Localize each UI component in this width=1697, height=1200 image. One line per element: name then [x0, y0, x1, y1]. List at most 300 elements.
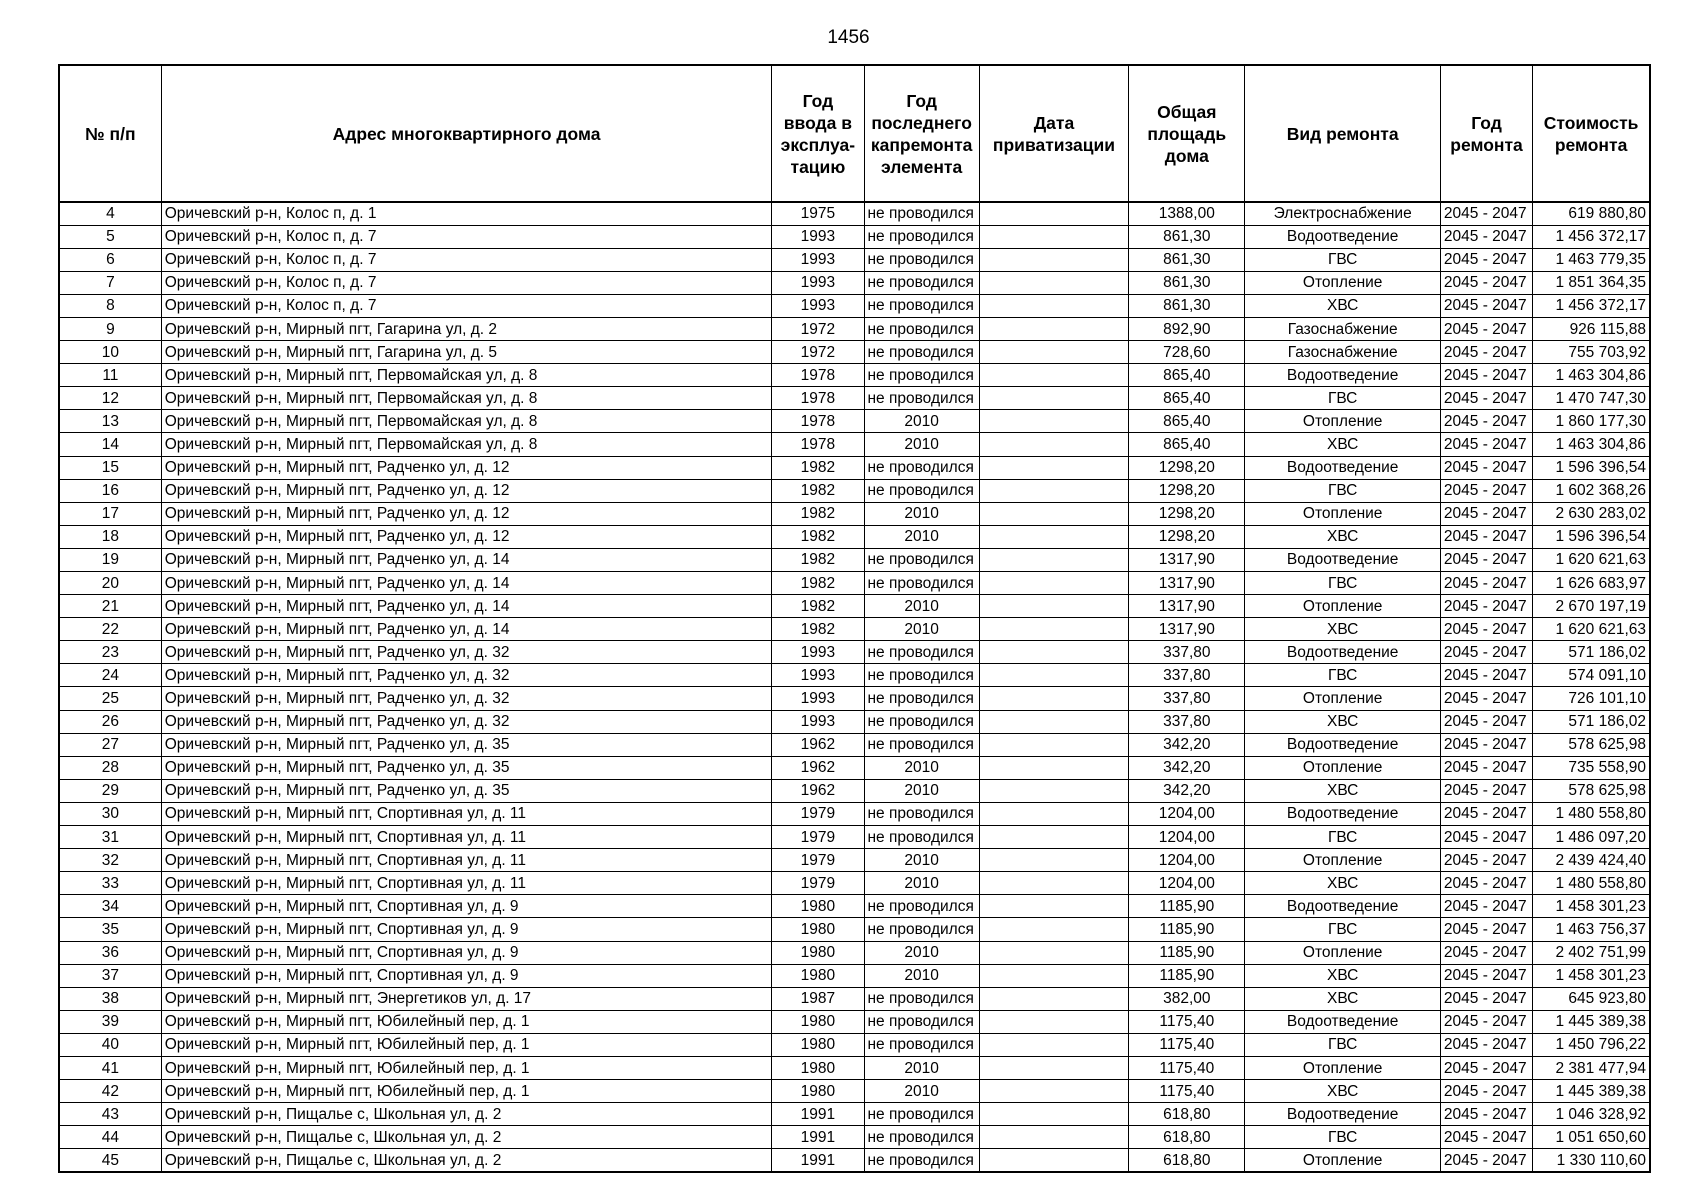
cell-privatization-date: [979, 1033, 1128, 1056]
cell-repair-years: 2045 - 2047: [1440, 641, 1532, 664]
cell-repair-cost: 2 381 477,94: [1533, 1056, 1650, 1079]
table-row: [59, 525, 1650, 548]
cell-repair-type: Отопление: [1245, 941, 1440, 964]
cell-num: 24: [59, 664, 161, 687]
cell-year-last-repair: не проводился: [864, 987, 979, 1010]
cell-repair-years: 2045 - 2047: [1440, 248, 1532, 271]
cell-year-last-repair: не проводился: [864, 248, 979, 271]
cell-repair-cost: 1 480 558,80: [1533, 872, 1650, 895]
cell-total-area: 1175,40: [1129, 1080, 1245, 1103]
cell-repair-cost: 1 596 396,54: [1533, 456, 1650, 479]
cell-repair-cost: 1 626 683,97: [1533, 572, 1650, 595]
table-row: [59, 733, 1650, 756]
cell-repair-years: 2045 - 2047: [1440, 756, 1532, 779]
cell-year-built: 1993: [772, 294, 864, 317]
cell-repair-years: 2045 - 2047: [1440, 294, 1532, 317]
cell-year-built: 1987: [772, 987, 864, 1010]
cell-total-area: 1185,90: [1129, 964, 1245, 987]
table-row: [59, 548, 1650, 571]
cell-year-last-repair: не проводился: [864, 341, 979, 364]
cell-repair-type: Отопление: [1245, 756, 1440, 779]
cell-address: Оричевский р-н, Мирный пгт, Радченко ул, д. 35: [161, 779, 772, 802]
cell-year-built: 1980: [772, 1010, 864, 1033]
cell-address: Оричевский р-н, Мирный пгт, Радченко ул, д. 12: [161, 479, 772, 502]
cell-repair-cost: 1 480 558,80: [1533, 802, 1650, 825]
cell-year-built: 1978: [772, 364, 864, 387]
cell-repair-years: 2045 - 2047: [1440, 1010, 1532, 1033]
cell-num: 29: [59, 779, 161, 802]
cell-repair-type: Водоотведение: [1245, 364, 1440, 387]
cell-total-area: 337,80: [1129, 687, 1245, 710]
cell-year-built: 1993: [772, 687, 864, 710]
repair-registry-table: [58, 64, 1651, 1173]
cell-address: Оричевский р-н, Мирный пгт, Спортивная ул, д. 11: [161, 849, 772, 872]
cell-repair-cost: 645 923,80: [1533, 987, 1650, 1010]
table-row: [59, 895, 1650, 918]
cell-repair-cost: 1 463 304,86: [1533, 364, 1650, 387]
cell-repair-cost: 1 470 747,30: [1533, 387, 1650, 410]
cell-num: 36: [59, 941, 161, 964]
cell-year-last-repair: 2010: [864, 410, 979, 433]
cell-address: Оричевский р-н, Мирный пгт, Спортивная ул, д. 11: [161, 802, 772, 825]
cell-privatization-date: [979, 964, 1128, 987]
cell-privatization-date: [979, 410, 1128, 433]
cell-address: Оричевский р-н, Колос п, д. 7: [161, 271, 772, 294]
cell-repair-cost: 1 456 372,17: [1533, 225, 1650, 248]
cell-repair-years: 2045 - 2047: [1440, 1033, 1532, 1056]
cell-total-area: 1298,20: [1129, 525, 1245, 548]
cell-privatization-date: [979, 1080, 1128, 1103]
cell-repair-years: 2045 - 2047: [1440, 941, 1532, 964]
cell-num: 18: [59, 525, 161, 548]
table-row: [59, 1149, 1650, 1172]
cell-year-built: 1980: [772, 1080, 864, 1103]
cell-repair-cost: 1 445 389,38: [1533, 1010, 1650, 1033]
cell-total-area: 342,20: [1129, 756, 1245, 779]
table-row: [59, 410, 1650, 433]
header-num: № п/п: [59, 65, 161, 202]
cell-num: 9: [59, 317, 161, 340]
cell-repair-cost: 574 091,10: [1533, 664, 1650, 687]
cell-address: Оричевский р-н, Мирный пгт, Радченко ул, д. 12: [161, 456, 772, 479]
cell-address: Оричевский р-н, Мирный пгт, Радченко ул, д. 35: [161, 756, 772, 779]
cell-repair-type: ГВС: [1245, 248, 1440, 271]
cell-year-built: 1993: [772, 271, 864, 294]
cell-privatization-date: [979, 595, 1128, 618]
cell-repair-years: 2045 - 2047: [1440, 479, 1532, 502]
cell-year-built: 1982: [772, 572, 864, 595]
cell-total-area: 892,90: [1129, 317, 1245, 340]
cell-privatization-date: [979, 572, 1128, 595]
table-row: [59, 456, 1650, 479]
cell-year-last-repair: не проводился: [864, 1149, 979, 1172]
cell-repair-type: ХВС: [1245, 987, 1440, 1010]
cell-num: 41: [59, 1056, 161, 1079]
cell-repair-cost: 735 558,90: [1533, 756, 1650, 779]
cell-year-last-repair: не проводился: [864, 364, 979, 387]
cell-num: 38: [59, 987, 161, 1010]
cell-year-last-repair: 2010: [864, 1056, 979, 1079]
cell-repair-type: ГВС: [1245, 479, 1440, 502]
cell-repair-type: Отопление: [1245, 687, 1440, 710]
table-row: [59, 271, 1650, 294]
cell-year-built: 1982: [772, 618, 864, 641]
cell-year-last-repair: не проводился: [864, 387, 979, 410]
header-total-area: Общая площадь дома: [1129, 65, 1245, 202]
cell-total-area: 1185,90: [1129, 895, 1245, 918]
cell-repair-type: ХВС: [1245, 779, 1440, 802]
cell-year-built: 1975: [772, 202, 864, 225]
cell-privatization-date: [979, 525, 1128, 548]
cell-total-area: 1204,00: [1129, 802, 1245, 825]
cell-repair-type: ХВС: [1245, 964, 1440, 987]
cell-privatization-date: [979, 387, 1128, 410]
table-row: [59, 225, 1650, 248]
cell-year-built: 1978: [772, 387, 864, 410]
cell-year-last-repair: 2010: [864, 618, 979, 641]
cell-total-area: 618,80: [1129, 1149, 1245, 1172]
cell-repair-cost: 1 860 177,30: [1533, 410, 1650, 433]
cell-num: 14: [59, 433, 161, 456]
cell-repair-cost: 578 625,98: [1533, 733, 1650, 756]
cell-privatization-date: [979, 756, 1128, 779]
cell-year-last-repair: 2010: [864, 849, 979, 872]
cell-repair-type: Отопление: [1245, 271, 1440, 294]
cell-repair-years: 2045 - 2047: [1440, 1103, 1532, 1126]
cell-repair-cost: 2 402 751,99: [1533, 941, 1650, 964]
cell-privatization-date: [979, 317, 1128, 340]
table-row: [59, 710, 1650, 733]
cell-repair-cost: 578 625,98: [1533, 779, 1650, 802]
cell-year-built: 1980: [772, 964, 864, 987]
cell-total-area: 342,20: [1129, 779, 1245, 802]
cell-privatization-date: [979, 941, 1128, 964]
cell-year-built: 1993: [772, 664, 864, 687]
table-body: [59, 202, 1650, 1172]
cell-repair-type: ГВС: [1245, 918, 1440, 941]
cell-repair-type: ГВС: [1245, 572, 1440, 595]
cell-address: Оричевский р-н, Мирный пгт, Радченко ул, д. 14: [161, 548, 772, 571]
cell-year-built: 1982: [772, 525, 864, 548]
cell-year-last-repair: не проводился: [864, 271, 979, 294]
cell-repair-cost: 619 880,80: [1533, 202, 1650, 225]
cell-repair-years: 2045 - 2047: [1440, 387, 1532, 410]
cell-repair-type: ХВС: [1245, 710, 1440, 733]
cell-year-built: 1993: [772, 641, 864, 664]
cell-total-area: 342,20: [1129, 733, 1245, 756]
cell-repair-type: Электроснабжение: [1245, 202, 1440, 225]
table-row: [59, 572, 1650, 595]
table-row: [59, 502, 1650, 525]
table-row: [59, 1056, 1650, 1079]
cell-repair-cost: 2 630 283,02: [1533, 502, 1650, 525]
cell-repair-years: 2045 - 2047: [1440, 618, 1532, 641]
cell-num: 10: [59, 341, 161, 364]
cell-num: 43: [59, 1103, 161, 1126]
cell-num: 26: [59, 710, 161, 733]
cell-repair-type: Отопление: [1245, 502, 1440, 525]
cell-total-area: 1185,90: [1129, 918, 1245, 941]
cell-total-area: 618,80: [1129, 1126, 1245, 1149]
cell-repair-cost: 726 101,10: [1533, 687, 1650, 710]
cell-year-built: 1991: [772, 1103, 864, 1126]
cell-year-last-repair: не проводился: [864, 1033, 979, 1056]
cell-repair-type: ХВС: [1245, 1080, 1440, 1103]
table-row: [59, 387, 1650, 410]
cell-privatization-date: [979, 364, 1128, 387]
cell-year-built: 1962: [772, 779, 864, 802]
cell-address: Оричевский р-н, Мирный пгт, Энергетиков ул, д. 17: [161, 987, 772, 1010]
cell-year-last-repair: не проводился: [864, 479, 979, 502]
table-row: [59, 964, 1650, 987]
table-row: [59, 987, 1650, 1010]
cell-year-built: 1979: [772, 872, 864, 895]
cell-repair-type: Отопление: [1245, 1149, 1440, 1172]
cell-repair-type: ХВС: [1245, 294, 1440, 317]
cell-repair-cost: 1 463 779,35: [1533, 248, 1650, 271]
cell-repair-years: 2045 - 2047: [1440, 410, 1532, 433]
cell-privatization-date: [979, 641, 1128, 664]
cell-repair-years: 2045 - 2047: [1440, 710, 1532, 733]
cell-year-built: 1962: [772, 733, 864, 756]
cell-year-last-repair: 2010: [864, 1080, 979, 1103]
cell-total-area: 1185,90: [1129, 941, 1245, 964]
cell-year-last-repair: не проводился: [864, 317, 979, 340]
cell-privatization-date: [979, 618, 1128, 641]
cell-num: 25: [59, 687, 161, 710]
cell-repair-years: 2045 - 2047: [1440, 225, 1532, 248]
cell-repair-type: ГВС: [1245, 826, 1440, 849]
cell-year-built: 1979: [772, 802, 864, 825]
cell-privatization-date: [979, 687, 1128, 710]
cell-total-area: 861,30: [1129, 248, 1245, 271]
table-row: [59, 664, 1650, 687]
cell-repair-years: 2045 - 2047: [1440, 1126, 1532, 1149]
table-row: [59, 479, 1650, 502]
table-row: [59, 687, 1650, 710]
cell-repair-cost: 1 458 301,23: [1533, 964, 1650, 987]
cell-repair-type: ХВС: [1245, 618, 1440, 641]
cell-address: Оричевский р-н, Мирный пгт, Юбилейный пер, д. 1: [161, 1056, 772, 1079]
cell-repair-type: ГВС: [1245, 1033, 1440, 1056]
cell-year-last-repair: не проводился: [864, 895, 979, 918]
cell-num: 17: [59, 502, 161, 525]
cell-year-last-repair: не проводился: [864, 548, 979, 571]
cell-privatization-date: [979, 248, 1128, 271]
cell-address: Оричевский р-н, Мирный пгт, Радченко ул, д. 14: [161, 595, 772, 618]
table-row: [59, 595, 1650, 618]
cell-repair-years: 2045 - 2047: [1440, 964, 1532, 987]
cell-year-built: 1980: [772, 941, 864, 964]
cell-repair-type: Отопление: [1245, 849, 1440, 872]
cell-address: Оричевский р-н, Мирный пгт, Спортивная ул, д. 11: [161, 826, 772, 849]
cell-total-area: 382,00: [1129, 987, 1245, 1010]
cell-repair-cost: 1 450 796,22: [1533, 1033, 1650, 1056]
cell-year-last-repair: 2010: [864, 433, 979, 456]
cell-year-built: 1972: [772, 341, 864, 364]
cell-year-built: 1978: [772, 410, 864, 433]
cell-repair-cost: 1 463 756,37: [1533, 918, 1650, 941]
cell-year-last-repair: не проводился: [864, 1126, 979, 1149]
cell-num: 6: [59, 248, 161, 271]
cell-year-last-repair: не проводился: [864, 687, 979, 710]
header-repair-cost: Стоимость ремонта: [1533, 65, 1650, 202]
cell-repair-cost: 571 186,02: [1533, 641, 1650, 664]
page-number: 1456: [827, 27, 870, 48]
cell-total-area: 337,80: [1129, 641, 1245, 664]
cell-repair-type: Водоотведение: [1245, 548, 1440, 571]
table-row: [59, 826, 1650, 849]
cell-num: 13: [59, 410, 161, 433]
table-row: [59, 1103, 1650, 1126]
cell-year-built: 1979: [772, 826, 864, 849]
cell-address: Оричевский р-н, Мирный пгт, Радченко ул, д. 14: [161, 572, 772, 595]
table-row: [59, 317, 1650, 340]
table-row: [59, 1126, 1650, 1149]
cell-privatization-date: [979, 895, 1128, 918]
cell-repair-type: Водоотведение: [1245, 225, 1440, 248]
cell-address: Оричевский р-н, Мирный пгт, Радченко ул, д. 12: [161, 502, 772, 525]
cell-repair-type: Водоотведение: [1245, 641, 1440, 664]
cell-year-last-repair: 2010: [864, 872, 979, 895]
cell-privatization-date: [979, 1126, 1128, 1149]
cell-num: 4: [59, 202, 161, 225]
table-row: [59, 849, 1650, 872]
cell-year-built: 1979: [772, 849, 864, 872]
cell-year-last-repair: 2010: [864, 779, 979, 802]
cell-repair-years: 2045 - 2047: [1440, 687, 1532, 710]
cell-total-area: 618,80: [1129, 1103, 1245, 1126]
cell-address: Оричевский р-н, Пищалье с, Школьная ул, д. 2: [161, 1126, 772, 1149]
cell-repair-type: Водоотведение: [1245, 1010, 1440, 1033]
cell-num: 22: [59, 618, 161, 641]
cell-repair-cost: 1 456 372,17: [1533, 294, 1650, 317]
cell-address: Оричевский р-н, Колос п, д. 7: [161, 294, 772, 317]
cell-year-last-repair: 2010: [864, 595, 979, 618]
cell-year-built: 1993: [772, 225, 864, 248]
cell-repair-cost: 1 046 328,92: [1533, 1103, 1650, 1126]
cell-total-area: 865,40: [1129, 387, 1245, 410]
cell-repair-cost: 1 051 650,60: [1533, 1126, 1650, 1149]
cell-address: Оричевский р-н, Колос п, д. 7: [161, 248, 772, 271]
cell-year-last-repair: не проводился: [864, 1010, 979, 1033]
cell-repair-years: 2045 - 2047: [1440, 595, 1532, 618]
cell-total-area: 865,40: [1129, 364, 1245, 387]
cell-repair-cost: 1 620 621,63: [1533, 618, 1650, 641]
cell-year-built: 1978: [772, 433, 864, 456]
cell-total-area: 1204,00: [1129, 872, 1245, 895]
cell-repair-cost: 1 330 110,60: [1533, 1149, 1650, 1172]
cell-repair-cost: 1 486 097,20: [1533, 826, 1650, 849]
cell-repair-years: 2045 - 2047: [1440, 1056, 1532, 1079]
cell-num: 37: [59, 964, 161, 987]
cell-num: 12: [59, 387, 161, 410]
table-row: [59, 202, 1650, 225]
cell-total-area: 1204,00: [1129, 849, 1245, 872]
cell-address: Оричевский р-н, Мирный пгт, Юбилейный пер, д. 1: [161, 1080, 772, 1103]
cell-repair-cost: 2 439 424,40: [1533, 849, 1650, 872]
header-repair-year: Год ремонта: [1440, 65, 1532, 202]
table-row: [59, 364, 1650, 387]
cell-repair-years: 2045 - 2047: [1440, 572, 1532, 595]
cell-repair-cost: 1 851 364,35: [1533, 271, 1650, 294]
cell-repair-cost: 755 703,92: [1533, 341, 1650, 364]
cell-total-area: 861,30: [1129, 271, 1245, 294]
cell-year-built: 1980: [772, 895, 864, 918]
cell-repair-cost: 1 458 301,23: [1533, 895, 1650, 918]
table-row: [59, 341, 1650, 364]
cell-address: Оричевский р-н, Пищалье с, Школьная ул, д. 2: [161, 1103, 772, 1126]
cell-repair-years: 2045 - 2047: [1440, 802, 1532, 825]
table-header-row: [59, 65, 1650, 202]
cell-total-area: 1175,40: [1129, 1010, 1245, 1033]
cell-repair-type: Водоотведение: [1245, 1103, 1440, 1126]
cell-year-built: 1982: [772, 479, 864, 502]
cell-year-last-repair: не проводился: [864, 710, 979, 733]
cell-num: 23: [59, 641, 161, 664]
cell-year-last-repair: не проводился: [864, 664, 979, 687]
cell-repair-years: 2045 - 2047: [1440, 918, 1532, 941]
table-row: [59, 802, 1650, 825]
cell-privatization-date: [979, 1103, 1128, 1126]
cell-repair-type: ГВС: [1245, 387, 1440, 410]
cell-repair-type: ХВС: [1245, 525, 1440, 548]
cell-repair-type: Отопление: [1245, 595, 1440, 618]
cell-privatization-date: [979, 802, 1128, 825]
cell-total-area: 1298,20: [1129, 456, 1245, 479]
cell-year-built: 1980: [772, 918, 864, 941]
cell-repair-cost: 926 115,88: [1533, 317, 1650, 340]
cell-privatization-date: [979, 502, 1128, 525]
cell-address: Оричевский р-н, Мирный пгт, Радченко ул, д. 12: [161, 525, 772, 548]
cell-address: Оричевский р-н, Колос п, д. 7: [161, 225, 772, 248]
cell-address: Оричевский р-н, Мирный пгт, Первомайская ул, д. 8: [161, 410, 772, 433]
cell-repair-cost: 1 445 389,38: [1533, 1080, 1650, 1103]
cell-year-last-repair: не проводился: [864, 456, 979, 479]
table-row: [59, 433, 1650, 456]
cell-privatization-date: [979, 1056, 1128, 1079]
cell-total-area: 1388,00: [1129, 202, 1245, 225]
cell-address: Оричевский р-н, Мирный пгт, Радченко ул, д. 35: [161, 733, 772, 756]
cell-total-area: 1175,40: [1129, 1033, 1245, 1056]
cell-address: Оричевский р-н, Мирный пгт, Радченко ул, д. 14: [161, 618, 772, 641]
cell-repair-type: Водоотведение: [1245, 733, 1440, 756]
cell-repair-cost: 571 186,02: [1533, 710, 1650, 733]
cell-total-area: 337,80: [1129, 710, 1245, 733]
table-row: [59, 872, 1650, 895]
cell-year-last-repair: не проводился: [864, 572, 979, 595]
cell-num: 44: [59, 1126, 161, 1149]
cell-address: Оричевский р-н, Мирный пгт, Радченко ул, д. 32: [161, 641, 772, 664]
cell-repair-type: Газоснабжение: [1245, 341, 1440, 364]
cell-total-area: 728,60: [1129, 341, 1245, 364]
cell-privatization-date: [979, 341, 1128, 364]
cell-address: Оричевский р-н, Пищалье с, Школьная ул, д. 2: [161, 1149, 772, 1172]
cell-year-built: 1972: [772, 317, 864, 340]
cell-address: Оричевский р-н, Мирный пгт, Первомайская ул, д. 8: [161, 387, 772, 410]
cell-total-area: 1298,20: [1129, 479, 1245, 502]
table-row: [59, 941, 1650, 964]
table-row: [59, 1080, 1650, 1103]
cell-year-built: 1982: [772, 548, 864, 571]
cell-year-last-repair: 2010: [864, 502, 979, 525]
cell-num: 32: [59, 849, 161, 872]
cell-privatization-date: [979, 1010, 1128, 1033]
cell-repair-years: 2045 - 2047: [1440, 872, 1532, 895]
table-row: [59, 294, 1650, 317]
cell-year-built: 1982: [772, 595, 864, 618]
header-repair-type: Вид ремонта: [1245, 65, 1440, 202]
